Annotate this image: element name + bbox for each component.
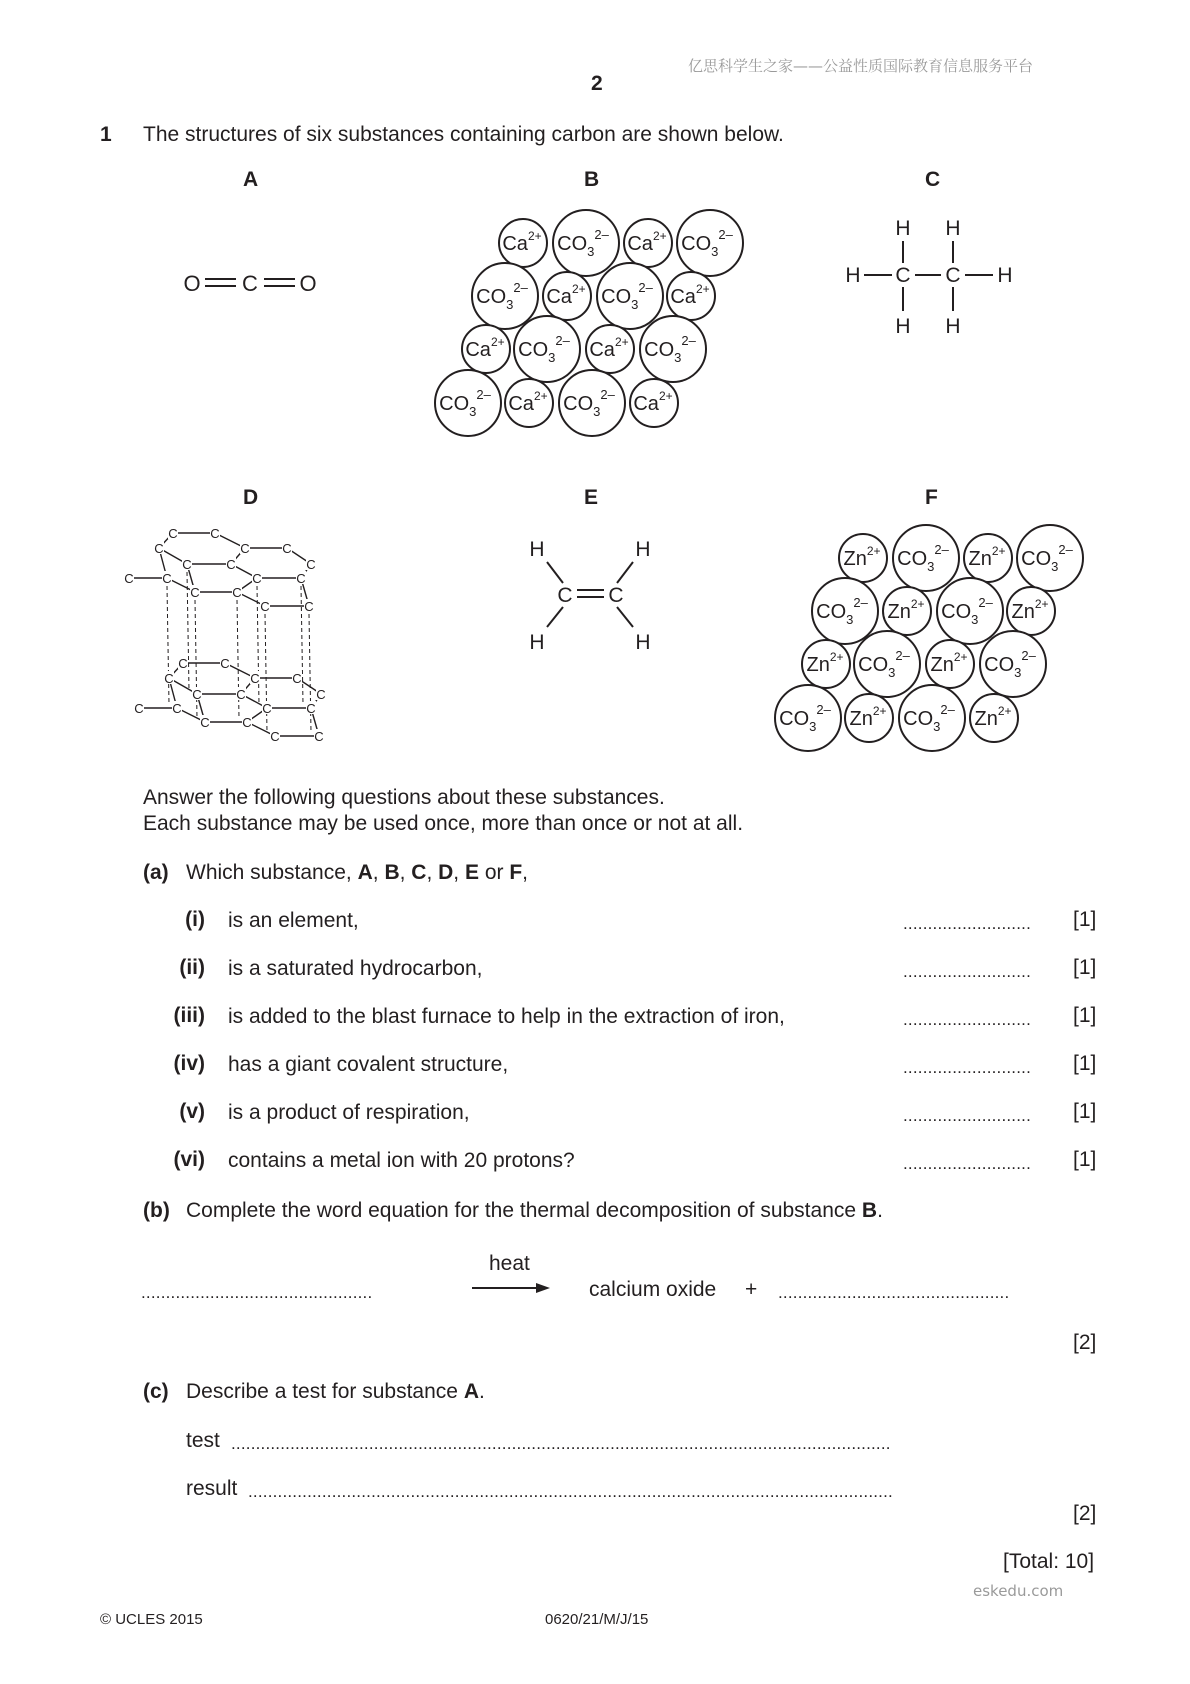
svg-text:CO32–: $CO_3^{2-}$ xyxy=(681,227,733,259)
svg-text:Zn2+: $Zn^{2+}$ xyxy=(843,544,881,570)
carbonate-ion xyxy=(812,578,878,644)
carbonate-ion xyxy=(553,210,619,276)
carbon-atom: C xyxy=(124,571,134,586)
carbon-atom: C xyxy=(296,571,306,586)
carbon-atom: C xyxy=(226,557,236,572)
question-number: 1 xyxy=(100,123,112,146)
svg-text:Zn2+: $Zn^{2+}$ xyxy=(806,650,844,676)
sub-question-label: (vi) xyxy=(173,1148,205,1171)
metal-ion xyxy=(883,587,931,635)
carbon-atom: C xyxy=(164,671,174,686)
carbonate-ion xyxy=(899,685,965,751)
carbon-atom: C xyxy=(232,585,242,600)
carbon-atom: C xyxy=(182,557,192,572)
part-b-mark: [2] xyxy=(1073,1331,1097,1354)
svg-text:Zn2+: $Zn^{2+}$ xyxy=(930,650,968,676)
metal-ion xyxy=(964,534,1012,582)
svg-text:Ca2+: $Ca^{2+}$ xyxy=(589,335,629,361)
metal-ion xyxy=(1007,587,1055,635)
atom-c: C xyxy=(895,264,911,287)
atom-h: H xyxy=(845,264,861,287)
sub-question-mark: [1] xyxy=(1073,956,1097,979)
metal-ion xyxy=(624,219,672,267)
carbon-atom: C xyxy=(236,687,246,702)
carbon-atom: C xyxy=(178,656,188,671)
carbon-atom: C xyxy=(134,701,144,716)
sub-question-text: is added to the blast furnace to help in the extraction of iron, xyxy=(228,1005,785,1028)
test-answer-field[interactable]: ...................................................................................................................................... xyxy=(231,1434,891,1453)
atom-c: C xyxy=(945,264,961,287)
svg-text:CO32–: $CO_3^{2-}$ xyxy=(897,542,949,574)
part-a-stem: Which substance, A, B, C, D, E or F, xyxy=(186,861,528,884)
carbon-atom: C xyxy=(282,541,292,556)
atom-c: C xyxy=(242,271,258,296)
svg-text:CO32–: $CO_3^{2-}$ xyxy=(644,333,696,365)
watermark-bottom: eskedu.com xyxy=(973,1582,1064,1600)
sub-question-text: is an element, xyxy=(228,909,359,932)
carbon-atom: C xyxy=(262,701,272,716)
metal-ion xyxy=(845,694,893,742)
svg-text:CO32–: $CO_3^{2-}$ xyxy=(518,333,570,365)
instruction-line-1: Answer the following questions about these substances. xyxy=(143,786,665,809)
atom-h: H xyxy=(997,264,1013,287)
atom-o-left: O xyxy=(183,271,201,296)
carbonate-ion xyxy=(640,316,706,382)
structure-f-diagram xyxy=(770,515,1100,765)
product-calcium-oxide: calcium oxide xyxy=(589,1278,717,1301)
sub-question-mark: [1] xyxy=(1073,908,1097,931)
svg-text:CO32–: $CO_3^{2-}$ xyxy=(439,387,491,419)
metal-ion xyxy=(970,694,1018,742)
structure-c-diagram xyxy=(835,215,1025,345)
sub-question-label: (iv) xyxy=(173,1052,205,1075)
atom-h: H xyxy=(945,315,961,338)
answer-field[interactable]: .......................... xyxy=(903,1010,1032,1029)
carbonate-ion xyxy=(1017,525,1083,591)
sub-question-mark: [1] xyxy=(1073,1052,1097,1075)
metal-ion xyxy=(630,379,678,427)
carbonate-ion xyxy=(775,685,841,751)
svg-text:CO32–: $CO_3^{2-}$ xyxy=(1021,542,1073,574)
svg-text:Ca2+: $Ca^{2+}$ xyxy=(465,335,505,361)
svg-text:Zn2+: $Zn^{2+}$ xyxy=(849,704,887,730)
svg-text:Zn2+: $Zn^{2+}$ xyxy=(974,704,1012,730)
svg-text:CO32–: $CO_3^{2-}$ xyxy=(476,280,528,312)
carbon-atom: C xyxy=(220,656,230,671)
atom-c: C xyxy=(608,584,624,607)
svg-text:CO32–: $CO_3^{2-}$ xyxy=(779,702,831,734)
svg-text:CO32–: $CO_3^{2-}$ xyxy=(941,595,993,627)
carbonate-ion xyxy=(559,370,625,436)
structure-label-c: C xyxy=(925,168,941,191)
carbon-atom: C xyxy=(304,599,314,614)
structure-label-e: E xyxy=(584,486,599,509)
structure-label-f: F xyxy=(925,486,938,509)
metal-ion xyxy=(499,219,547,267)
atom-h: H xyxy=(945,217,961,240)
atom-h: H xyxy=(529,631,545,654)
metal-ion xyxy=(839,534,887,582)
part-b-label: (b) xyxy=(143,1199,170,1222)
metal-ion xyxy=(926,640,974,688)
metal-ion xyxy=(543,272,591,320)
carbonate-ion xyxy=(937,578,1003,644)
carbonate-ion xyxy=(893,525,959,591)
watermark-top: 亿思科学生之家——公益性质国际教育信息服务平台 xyxy=(688,57,1034,75)
svg-text:Ca2+: $Ca^{2+}$ xyxy=(627,229,667,255)
svg-text:Zn2+: $Zn^{2+}$ xyxy=(887,597,925,623)
sub-question-text: has a giant covalent structure, xyxy=(228,1053,509,1076)
part-c-mark: [2] xyxy=(1073,1502,1097,1525)
carbon-atom: C xyxy=(316,687,326,702)
svg-text:CO32–: $CO_3^{2-}$ xyxy=(984,648,1036,680)
heat-label: heat xyxy=(489,1252,530,1275)
sub-question-label: (v) xyxy=(179,1100,205,1123)
footer-paper-code: 0620/21/M/J/15 xyxy=(545,1611,649,1628)
total-marks: [Total: 10] xyxy=(1003,1550,1095,1573)
part-a-label: (a) xyxy=(143,861,169,884)
sub-question-text: is a product of respiration, xyxy=(228,1101,470,1124)
atom-o-right: O xyxy=(299,271,317,296)
carbon-atom: C xyxy=(172,701,182,716)
carbon-atom: C xyxy=(306,701,316,716)
reactant-answer-field[interactable]: ............................................... xyxy=(141,1283,373,1302)
carbon-atom: C xyxy=(314,729,324,744)
atom-h: H xyxy=(635,538,651,561)
carbon-atom: C xyxy=(306,557,316,572)
svg-text:CO32–: $CO_3^{2-}$ xyxy=(563,387,615,419)
atom-h: H xyxy=(635,631,651,654)
atom-h: H xyxy=(895,217,911,240)
sub-question-text: contains a metal ion with 20 protons? xyxy=(228,1149,575,1172)
svg-text:Ca2+: $Ca^{2+}$ xyxy=(508,389,548,415)
carbonate-ion xyxy=(597,263,663,329)
result-label: result xyxy=(186,1477,238,1500)
instruction-line-2: Each substance may be used once, more than once or not at all. xyxy=(143,812,744,835)
structure-a-diagram xyxy=(180,258,320,308)
question-intro: The structures of six substances containing carbon are shown below. xyxy=(143,123,784,146)
answer-field[interactable]: .......................... xyxy=(903,1154,1032,1173)
svg-text:Ca2+: $Ca^{2+}$ xyxy=(670,282,710,308)
plus-sign: + xyxy=(745,1278,758,1301)
sub-question-label: (iii) xyxy=(173,1004,205,1027)
metal-ion xyxy=(462,325,510,373)
carbonate-ion xyxy=(472,263,538,329)
answer-field[interactable]: .......................... xyxy=(903,914,1032,933)
sub-question-mark: [1] xyxy=(1073,1004,1097,1027)
carbonate-ion xyxy=(677,210,743,276)
part-c-question: Describe a test for substance A. xyxy=(186,1380,485,1403)
carbon-atom: C xyxy=(210,526,220,541)
carbon-atom: C xyxy=(200,715,210,730)
carbon-atom: C xyxy=(252,571,262,586)
metal-ion xyxy=(667,272,715,320)
sub-question-mark: [1] xyxy=(1073,1100,1097,1123)
metal-ion xyxy=(802,640,850,688)
carbon-atom: C xyxy=(270,729,280,744)
svg-text:Ca2+: $Ca^{2+}$ xyxy=(502,229,542,255)
reaction-arrow-icon xyxy=(470,1281,552,1295)
part-b-question: Complete the word equation for the thermal decomposition of substance B. xyxy=(186,1199,883,1222)
result-answer-field[interactable]: ................................................................................................................................... xyxy=(248,1482,893,1501)
atom-c: C xyxy=(557,584,573,607)
sub-question-label: (ii) xyxy=(179,956,205,979)
structure-d-diagram xyxy=(115,520,395,750)
part-c-label: (c) xyxy=(143,1380,169,1403)
sub-question-text: is a saturated hydrocarbon, xyxy=(228,957,483,980)
carbon-atom: C xyxy=(162,571,172,586)
carbon-atom: C xyxy=(240,541,250,556)
structure-label-a: A xyxy=(243,168,259,191)
carbonate-ion xyxy=(980,631,1046,697)
answer-field[interactable]: .......................... xyxy=(903,1058,1032,1077)
carbonate-ion xyxy=(435,370,501,436)
carbonate-ion xyxy=(514,316,580,382)
atom-h: H xyxy=(895,315,911,338)
svg-text:Zn2+: $Zn^{2+}$ xyxy=(968,544,1006,570)
product-answer-field[interactable]: ............................................... xyxy=(778,1283,1010,1302)
svg-text:Zn2+: $Zn^{2+}$ xyxy=(1011,597,1049,623)
carbonate-ion xyxy=(854,631,920,697)
carbon-atom: C xyxy=(260,599,270,614)
answer-field[interactable]: .......................... xyxy=(903,1106,1032,1125)
carbon-atom: C xyxy=(192,687,202,702)
structure-label-d: D xyxy=(243,486,259,509)
structure-label-b: B xyxy=(584,168,600,191)
page-number: 2 xyxy=(591,72,603,95)
metal-ion xyxy=(505,379,553,427)
carbon-atom: C xyxy=(292,671,302,686)
structure-e-diagram xyxy=(520,535,660,660)
sub-question-mark: [1] xyxy=(1073,1148,1097,1171)
carbon-atom: C xyxy=(250,671,260,686)
svg-text:Ca2+: $Ca^{2+}$ xyxy=(546,282,586,308)
answer-field[interactable]: .......................... xyxy=(903,962,1032,981)
svg-text:CO32–: $CO_3^{2-}$ xyxy=(816,595,868,627)
carbon-atom: C xyxy=(190,585,200,600)
structure-b-diagram xyxy=(430,200,760,450)
test-label: test xyxy=(186,1429,220,1452)
atom-h: H xyxy=(529,538,545,561)
carbon-atom: C xyxy=(154,541,164,556)
footer-copyright: © UCLES 2015 xyxy=(100,1611,203,1628)
metal-ion xyxy=(586,325,634,373)
carbon-atom: C xyxy=(242,715,252,730)
sub-question-label: (i) xyxy=(185,908,205,931)
svg-text:CO32–: $CO_3^{2-}$ xyxy=(858,648,910,680)
svg-text:Ca2+: $Ca^{2+}$ xyxy=(633,389,673,415)
svg-text:CO32–: $CO_3^{2-}$ xyxy=(557,227,609,259)
svg-text:CO32–: $CO_3^{2-}$ xyxy=(903,702,955,734)
svg-text:CO32–: $CO_3^{2-}$ xyxy=(601,280,653,312)
carbon-atom: C xyxy=(168,526,178,541)
